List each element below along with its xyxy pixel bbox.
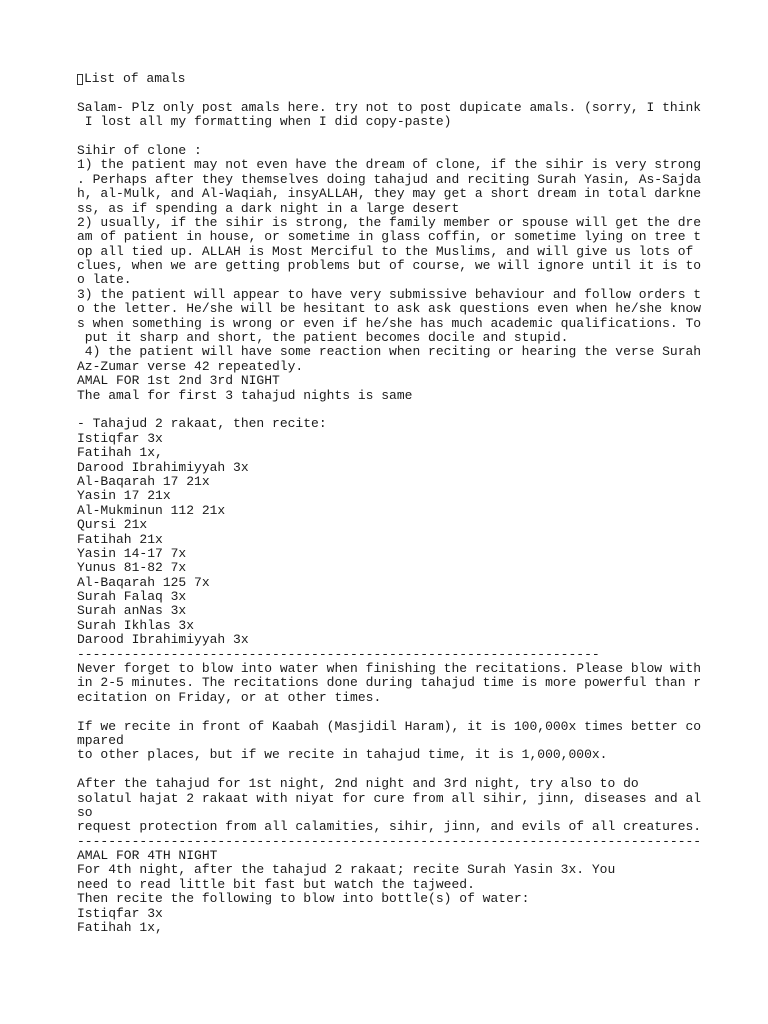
text-line: ss, as if spending a dark night in a large desert: [77, 200, 460, 216]
document-body: [77, 86, 717, 935]
text-line: ecitation on Friday, or at other times.: [77, 689, 382, 705]
text-line: Then recite the following to blow into bottle(s) of water:: [77, 891, 530, 907]
text-line: Qursi 21x: [77, 517, 148, 533]
text-line: Surah Ikhlas 3x: [77, 617, 195, 633]
text-line: Sihir of clone :: [77, 142, 202, 158]
text-line: 1) the patient may not even have the dream of clone, if the sihir is very strong: [77, 157, 702, 173]
text-line: Al-Baqarah 125 7x: [77, 574, 210, 590]
text-line: Darood Ibrahimiyyah 3x: [77, 459, 249, 475]
text-line: request protection from all calamities, sihir, jinn, and evils of all creatures.: [77, 819, 702, 835]
text-line: Istiqfar 3x: [77, 905, 163, 921]
text-line: -------------------------------------------------------------------: [77, 646, 600, 662]
text-line: Fatihah 1x,: [77, 445, 163, 461]
text-line: h, al-Mulk, and Al-Waqiah, insyALLAH, they may get a short dream in total darkne: [77, 186, 702, 202]
text-line: to other places, but if we recite in tahajud time, it is 1,000,000x.: [77, 747, 608, 763]
text-line: For 4th night, after the tahajud 2 rakaat; recite Surah Yasin 3x. You: [77, 862, 616, 878]
text-line: [77, 130, 717, 144]
text-line: Fatihah 1x,: [77, 920, 163, 936]
text-line: 4) the patient will have some reaction when reciting or hearing the verse Surah: [77, 344, 702, 360]
text-line: Al-Baqarah 17 21x: [77, 473, 210, 489]
text-line: [77, 86, 717, 100]
missing-glyph-icon: [77, 74, 83, 85]
text-line: [77, 403, 717, 417]
text-line: I lost all my formatting when I did copy-paste): [77, 114, 452, 130]
text-line: 3) the patient will appear to have very submissive behaviour and follow orders t: [77, 286, 702, 302]
text-line: . Perhaps after they themselves doing tahajud and reciting Surah Yasin, As-Sajda: [77, 171, 702, 187]
text-line: Yasin 14-17 7x: [77, 545, 187, 561]
text-line: op all tied up. ALLAH is Most Merciful to the Muslims, and will give us lots of: [77, 243, 694, 259]
text-line: solatul hajat 2 rakaat with niyat for cure from all sihir, jinn, diseases and al: [77, 790, 702, 806]
text-line: The amal for first 3 tahajud nights is same: [77, 387, 413, 403]
text-line: 2) usually, if the sihir is strong, the family member or spouse will get the dre: [77, 214, 702, 230]
text-line: After the tahajud for 1st night, 2nd night and 3rd night, try also to do: [77, 776, 639, 792]
text-line: Darood Ibrahimiyyah 3x: [77, 632, 249, 648]
text-line: Fatihah 21x: [77, 531, 163, 547]
text-line: need to read little bit fast but watch the tajweed.: [77, 876, 475, 892]
text-line: Never forget to blow into water when finishing the recitations. Please blow with: [77, 661, 702, 677]
text-line: mpared: [77, 732, 124, 748]
text-line: s when something is wrong or even if he/she has much academic qualifications. To: [77, 315, 702, 331]
text-line: put it sharp and short, the patient becomes docile and stupid.: [77, 330, 569, 346]
text-line: Yasin 17 21x: [77, 488, 171, 504]
text-line: Surah Falaq 3x: [77, 589, 187, 605]
document-title-line: [77, 72, 717, 86]
text-line: Yunus 81-82 7x: [77, 560, 187, 576]
text-line: so: [77, 804, 93, 820]
text-line: o the letter. He/she will be hesitant to ask ask questions even when he/she know: [77, 301, 702, 317]
text-line: Salam- Plz only post amals here. try not to post dupicate amals. (sorry, I think: [77, 99, 702, 115]
document-title: List of amals: [84, 71, 186, 86]
text-line: [77, 705, 717, 719]
text-line: clues, when we are getting problems but of course, we will ignore until it is to: [77, 258, 702, 274]
text-line: Istiqfar 3x: [77, 430, 163, 446]
text-line: - Tahajud 2 rakaat, then recite:: [77, 416, 327, 432]
text-line: [77, 763, 717, 777]
text-line: Az-Zumar verse 42 repeatedly.: [77, 358, 304, 374]
text-line: Al-Mukminun 112 21x: [77, 502, 226, 518]
text-line: AMAL FOR 4TH NIGHT: [77, 848, 218, 864]
text-line: Surah anNas 3x: [77, 603, 187, 619]
text-line: am of patient in house, or sometime in glass coffin, or sometime lying on tree t: [77, 229, 702, 245]
document-page: [77, 72, 717, 935]
text-line: If we recite in front of Kaabah (Masjidil Haram), it is 100,000x times better co: [77, 718, 702, 734]
text-line: --------------------------------------------------------------------------------: [77, 833, 702, 849]
text-line: in 2-5 minutes. The recitations done during tahajud time is more powerful than r: [77, 675, 702, 691]
text-line: o late.: [77, 272, 132, 288]
text-line: AMAL FOR 1st 2nd 3rd NIGHT: [77, 373, 280, 389]
